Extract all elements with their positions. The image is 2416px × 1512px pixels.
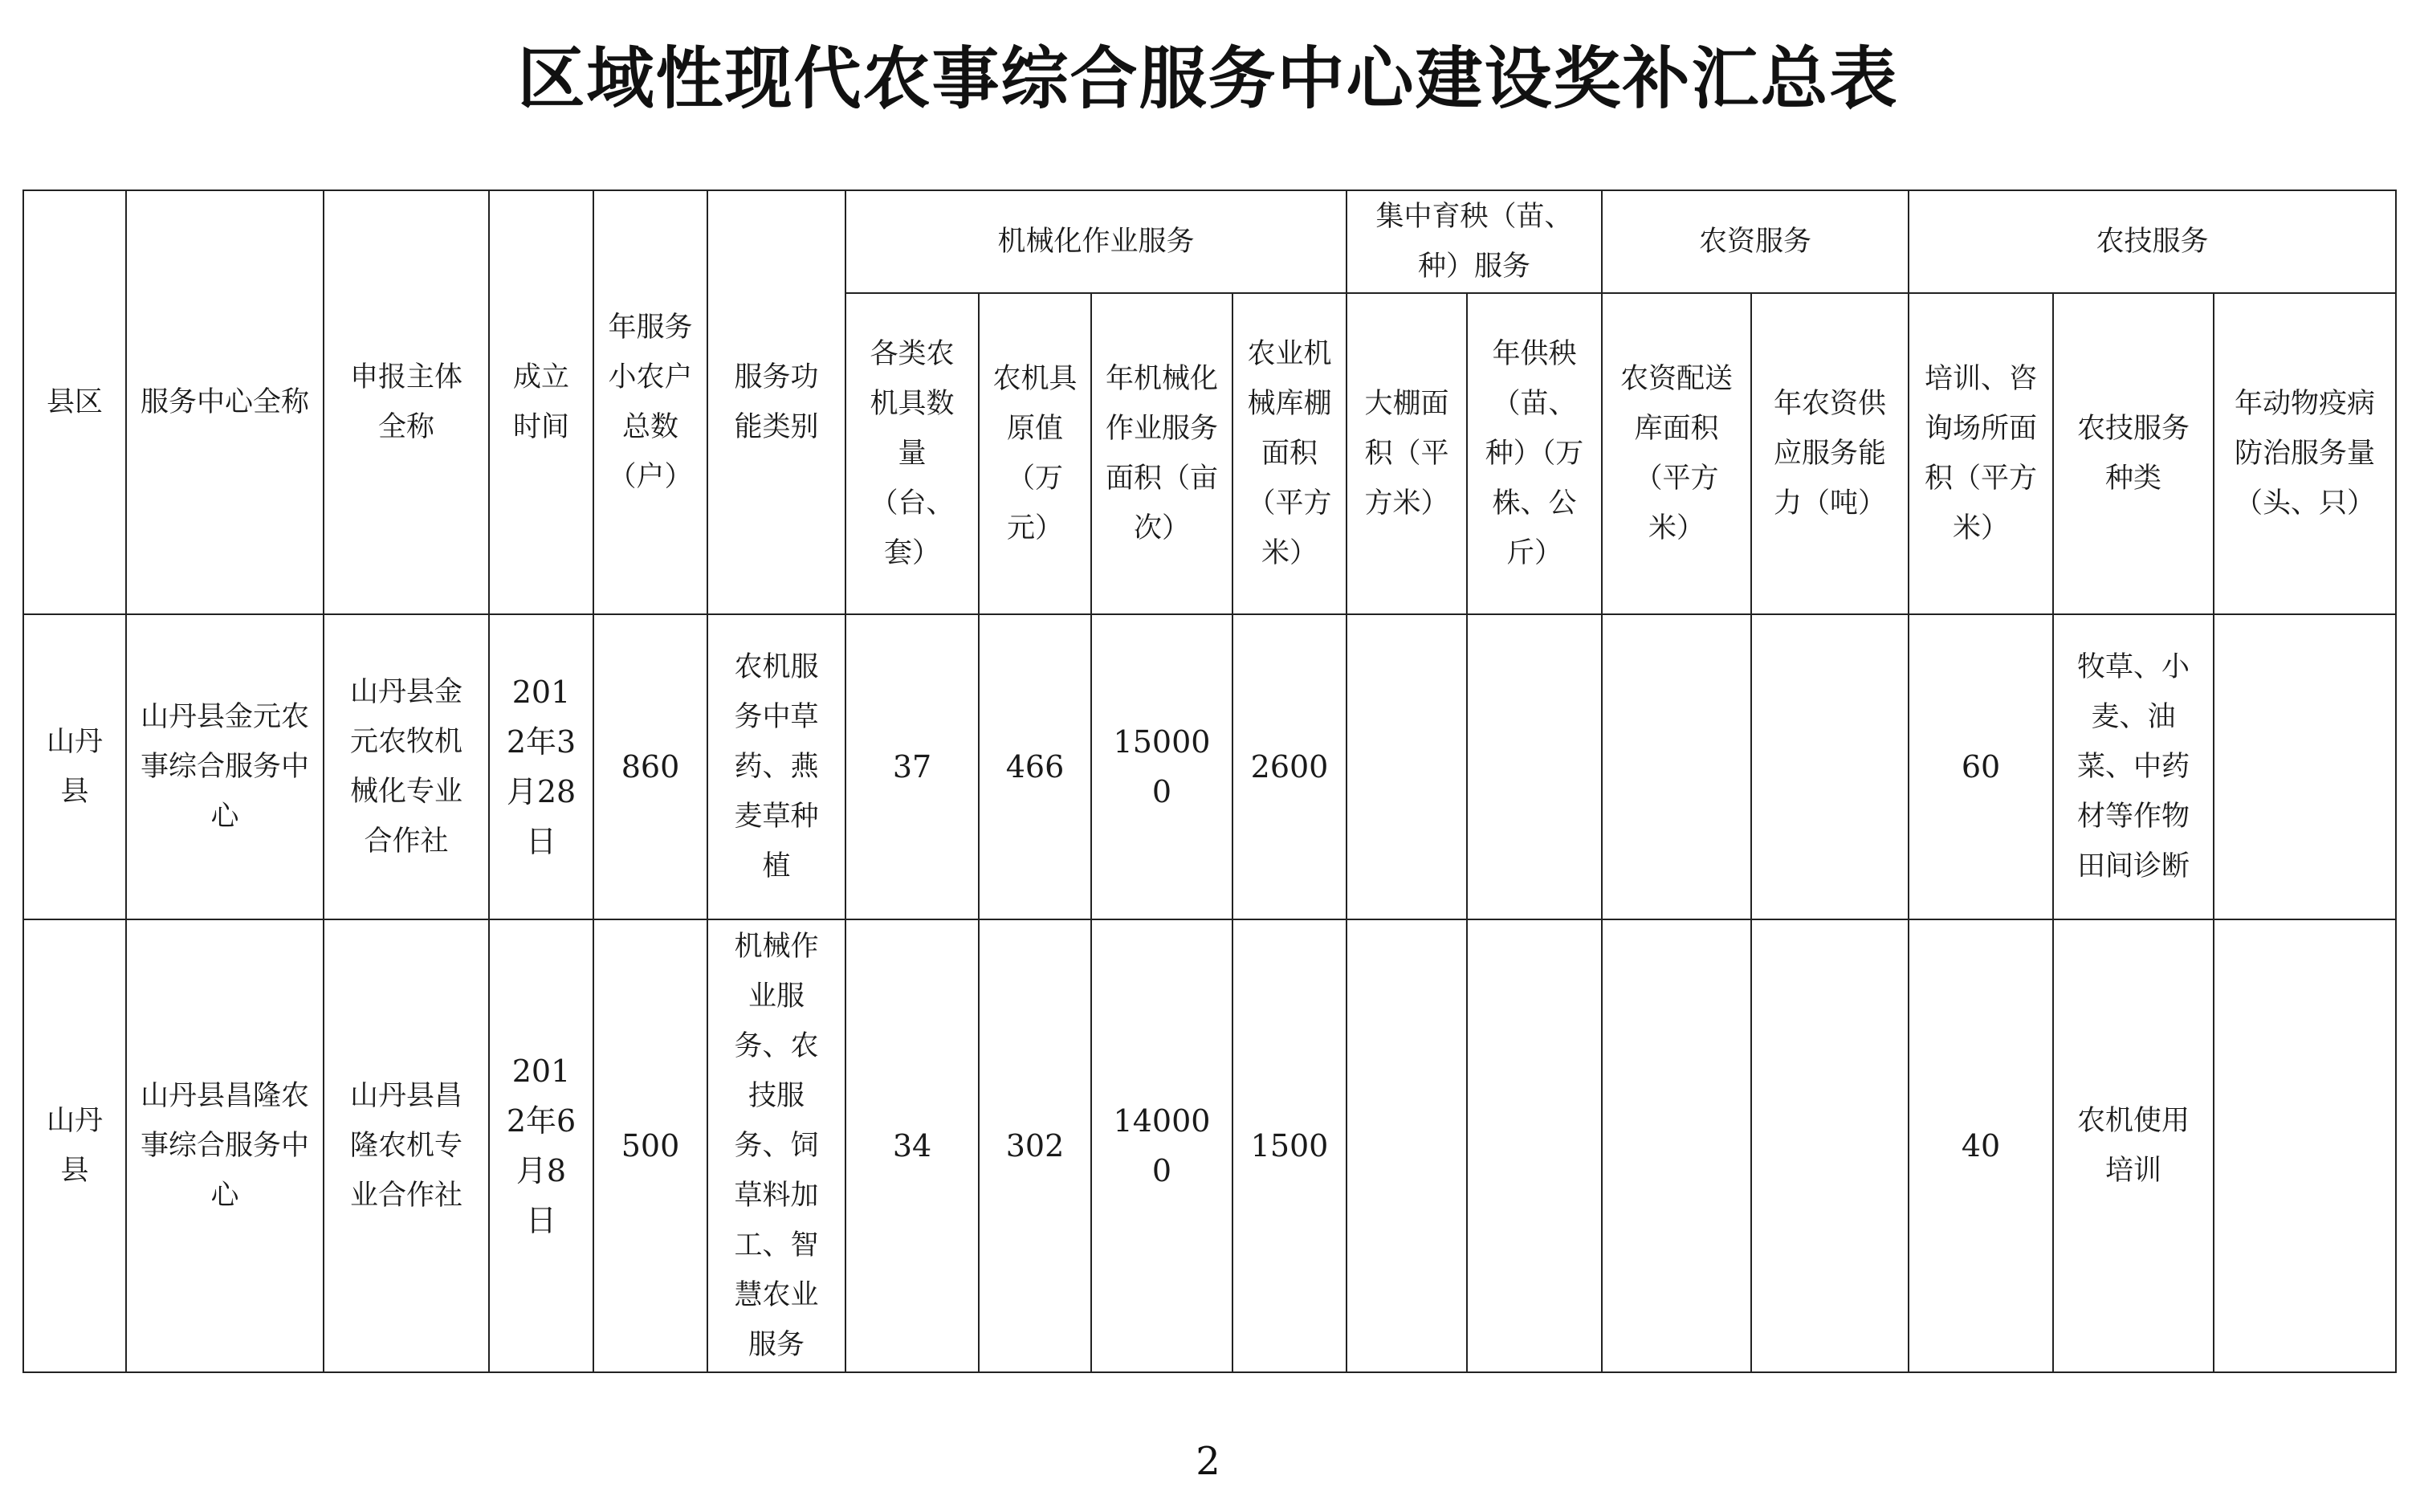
cell-county: 山丹县 <box>23 614 126 919</box>
cell-vet-service <box>2214 614 2396 919</box>
header-shed-area: 农业机械库棚面积（平方米） <box>1232 293 1347 614</box>
cell-tech-types: 牧草、小麦、油菜、中药材等作物田间诊断 <box>2053 614 2214 919</box>
cell-established: 2012年3月28日 <box>489 614 593 919</box>
header-row-groups <box>23 190 2396 293</box>
cell-seedling-supply <box>1467 919 1602 1372</box>
cell-county: 山丹县 <box>23 919 126 1372</box>
header-mech-area: 年机械化作业服务面积（亩次） <box>1091 293 1232 614</box>
cell-function-type: 机械作业服务、农技服务、饲草料加工、智慧农业服务 <box>707 919 845 1372</box>
header-center-name: 服务中心全称 <box>126 190 324 614</box>
header-supply-capacity: 年农资供应服务能力（吨） <box>1751 293 1909 614</box>
header-seedling-supply: 年供秧（苗、种）（万株、公斤） <box>1467 293 1602 614</box>
header-group-seedling: 集中育秧（苗、种）服务 <box>1347 190 1602 293</box>
cell-supply-capacity <box>1751 919 1909 1372</box>
table-row <box>23 614 2396 919</box>
cell-machinery-count: 34 <box>845 919 979 1372</box>
cell-mech-area: 140000 <box>1091 919 1232 1372</box>
cell-greenhouse-area <box>1347 614 1467 919</box>
cell-center-name: 山丹县金元农事综合服务中心 <box>126 614 324 919</box>
cell-applicant: 山丹县昌隆农机专业合作社 <box>324 919 489 1372</box>
header-group-agri-supply: 农资服务 <box>1602 190 1909 293</box>
header-warehouse-area: 农资配送库面积（平方米） <box>1602 293 1751 614</box>
cell-training-area: 60 <box>1909 614 2053 919</box>
page-title: 区域性现代农事综合服务中心建设奖补汇总表 <box>517 39 1899 118</box>
header-training-area: 培训、咨询场所面积（平方米） <box>1909 293 2053 614</box>
header-households: 年服务小农户总数（户） <box>593 190 707 614</box>
cell-households: 500 <box>593 919 707 1372</box>
cell-function-type: 农机服务中草药、燕麦草种植 <box>707 614 845 919</box>
header-vet-service: 年动物疫病防治服务量（头、只） <box>2214 293 2396 614</box>
header-county: 县区 <box>23 190 126 614</box>
page-number: 2 <box>1196 1439 1220 1484</box>
cell-warehouse-area <box>1602 919 1751 1372</box>
cell-households: 860 <box>593 614 707 919</box>
cell-vet-service <box>2214 919 2396 1372</box>
cell-established: 2012年6月8日 <box>489 919 593 1372</box>
header-function-type: 服务功能类别 <box>707 190 845 614</box>
header-established: 成立时间 <box>489 190 593 614</box>
header-applicant: 申报主体全称 <box>324 190 489 614</box>
cell-mech-area: 150000 <box>1091 614 1232 919</box>
cell-seedling-supply <box>1467 614 1602 919</box>
table-row <box>23 919 2396 1372</box>
cell-center-name: 山丹县昌隆农事综合服务中心 <box>126 919 324 1372</box>
header-group-agri-tech: 农技服务 <box>1909 190 2396 293</box>
cell-supply-capacity <box>1751 614 1909 919</box>
header-machinery-count: 各类农机具数量（台、套） <box>845 293 979 614</box>
header-machinery-value: 农机具原值（万元） <box>979 293 1091 614</box>
cell-machinery-value: 302 <box>979 919 1091 1372</box>
cell-shed-area: 2600 <box>1232 614 1347 919</box>
header-greenhouse-area: 大棚面积（平方米） <box>1347 293 1467 614</box>
cell-applicant: 山丹县金元农牧机械化专业合作社 <box>324 614 489 919</box>
summary-table <box>22 190 2397 1373</box>
header-group-mechanization: 机械化作业服务 <box>845 190 1347 293</box>
cell-shed-area: 1500 <box>1232 919 1347 1372</box>
cell-warehouse-area <box>1602 614 1751 919</box>
cell-tech-types: 农机使用培训 <box>2053 919 2214 1372</box>
cell-machinery-count: 37 <box>845 614 979 919</box>
header-tech-types: 农技服务种类 <box>2053 293 2214 614</box>
cell-greenhouse-area <box>1347 919 1467 1372</box>
cell-machinery-value: 466 <box>979 614 1091 919</box>
cell-training-area: 40 <box>1909 919 2053 1372</box>
